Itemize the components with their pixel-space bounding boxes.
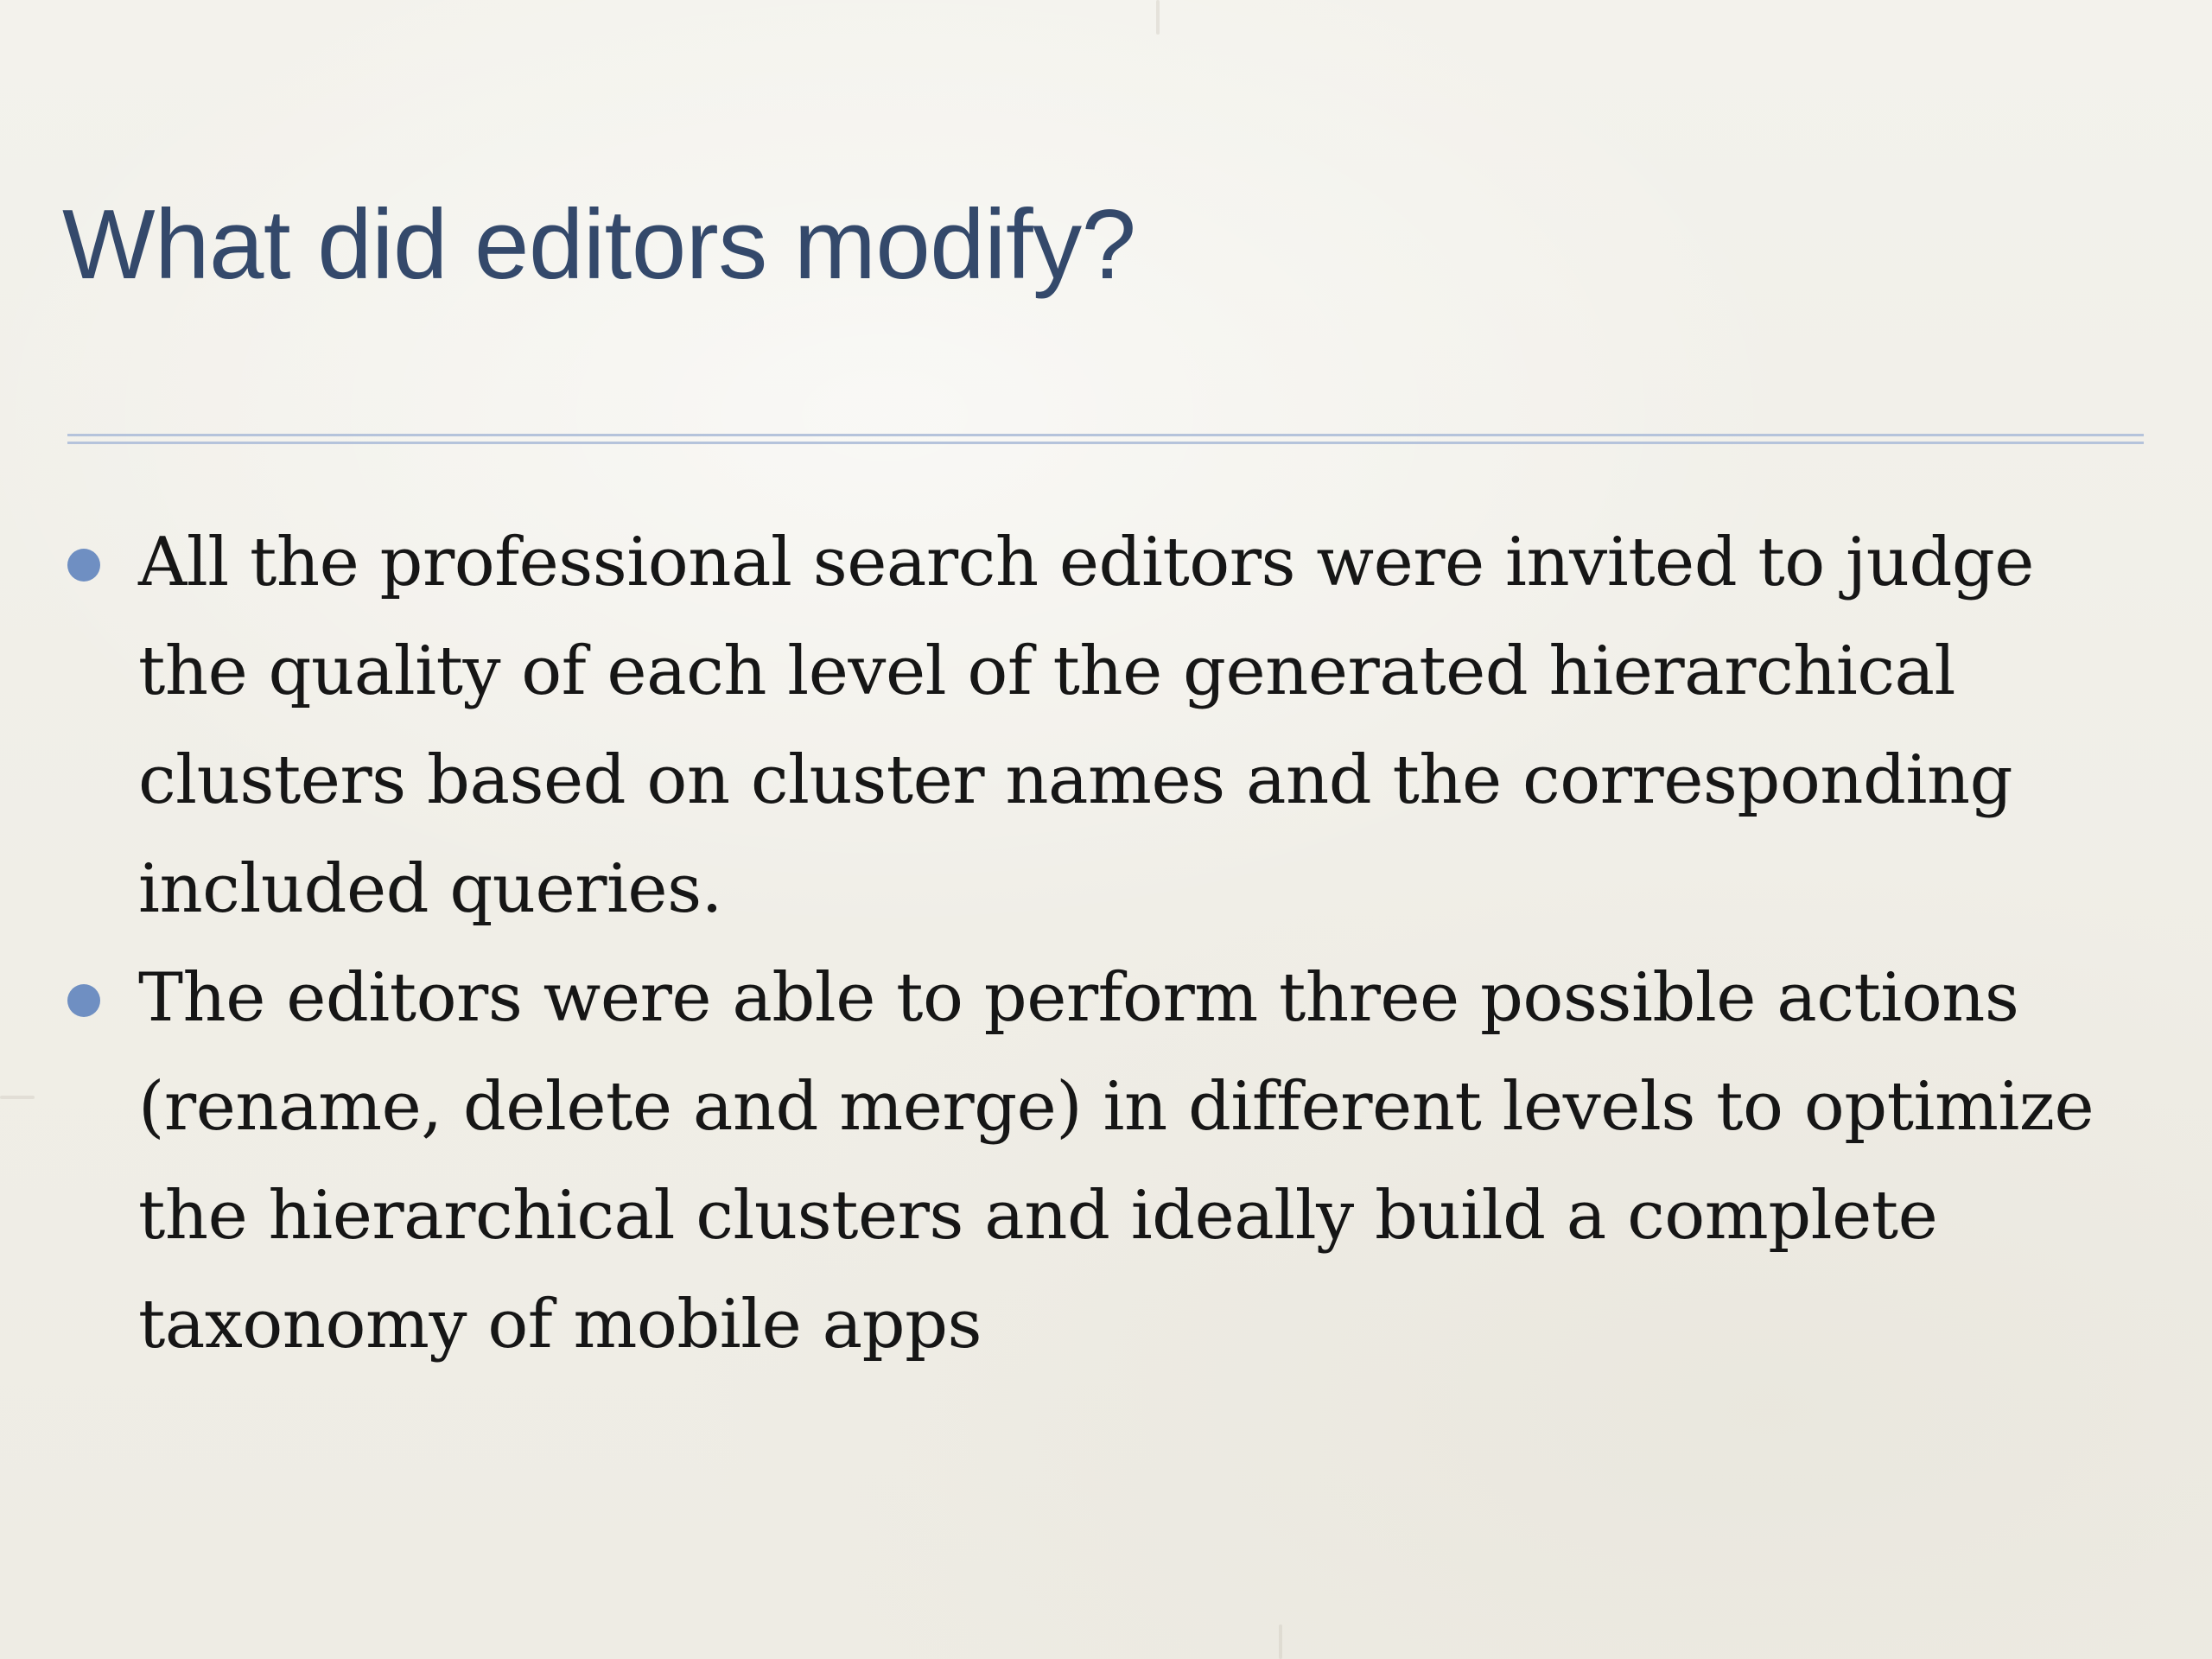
bullet-item (0, 508, 2152, 944)
bullet-dot-icon (67, 984, 100, 1017)
bullet-dot-icon (67, 549, 100, 582)
bullet-text: All the professional search editors were invited to judge the quality of each level of the generated hierarchical clusters based on cluster names and the corresponding included queries. (138, 524, 2034, 928)
bullet-item (0, 944, 2152, 1379)
paper-fiber (1279, 1624, 1282, 1659)
title-divider (67, 434, 2144, 444)
paper-fiber (1156, 0, 1160, 35)
slide-title: What did editors modify? (62, 190, 1136, 300)
bullet-list (0, 508, 2212, 1379)
bullet-text: The editors were able to perform three possible actions (rename, delete and merge) in different levels to optimize the hierarchical clusters and ideally build a complete taxonomy of mobile apps (138, 959, 2094, 1363)
